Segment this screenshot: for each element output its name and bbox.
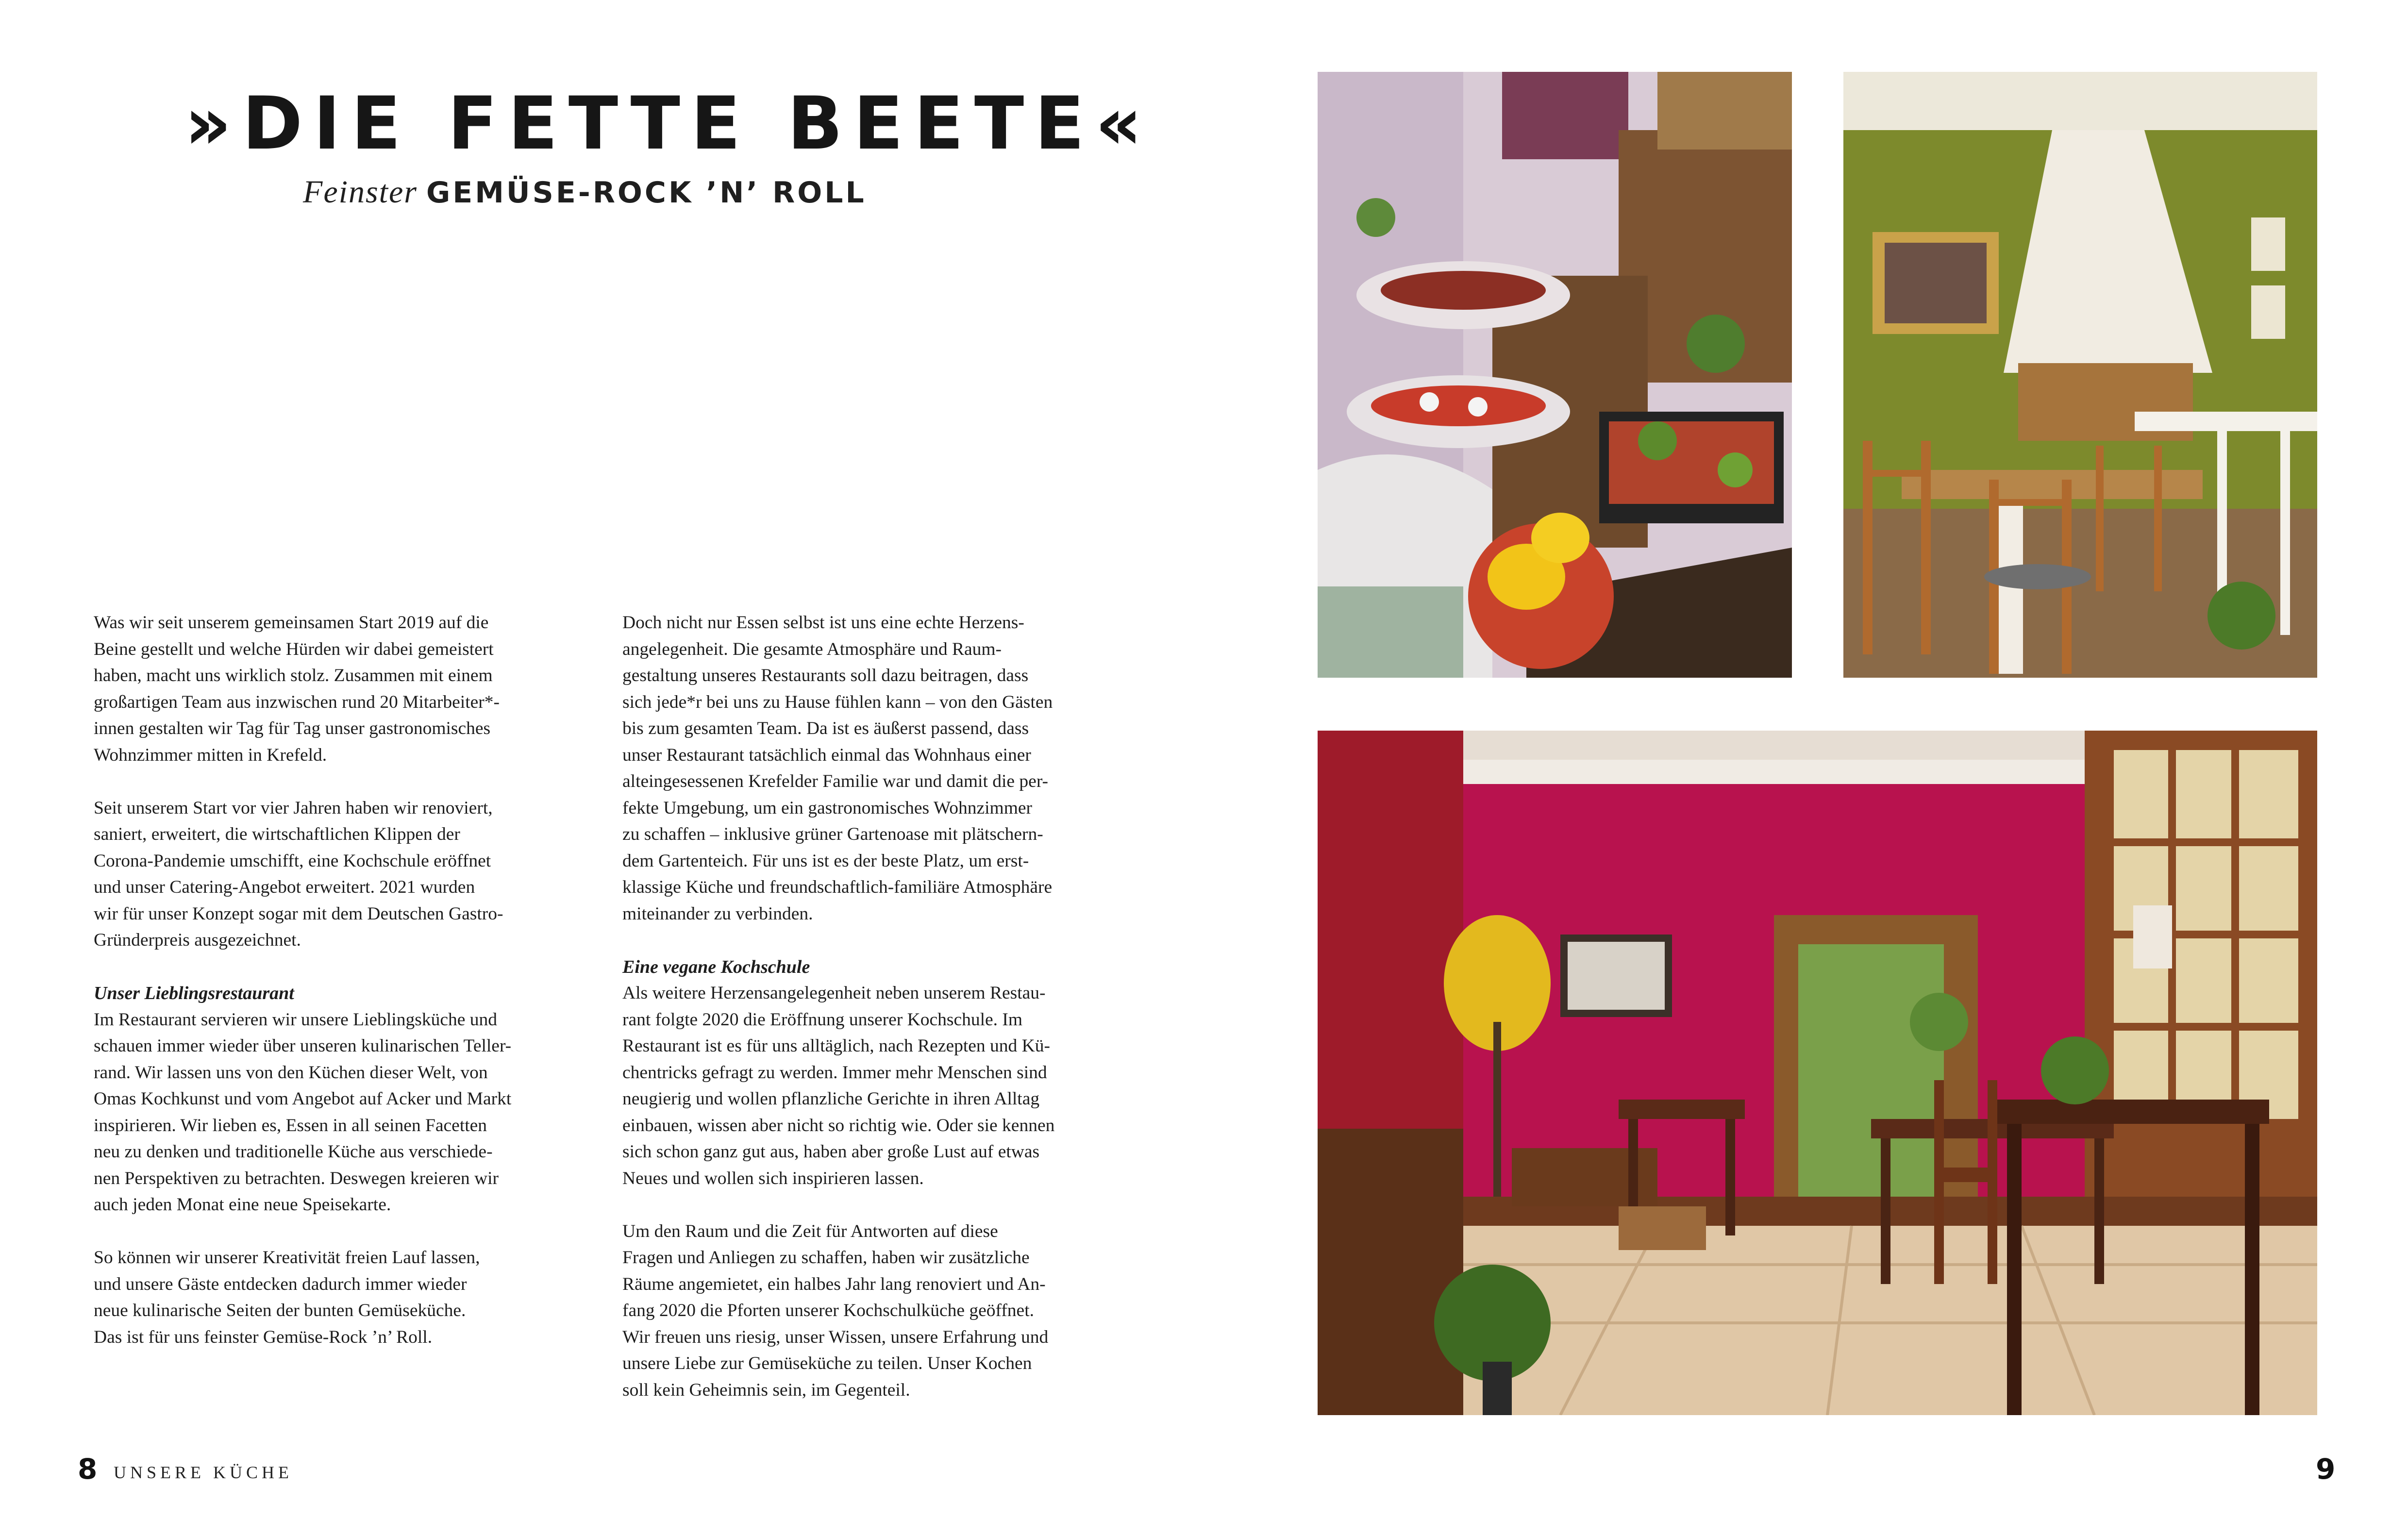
section-heading: Unser Lieblingsrestaurant <box>94 983 294 1003</box>
paragraph: Seit unserem Start vor vier Jahren haben wir renoviert, saniert, erweitert, die wirtschaftlichen Klippen der Corona-Pandemie umschifft, eine Kochschule eröffnet und unser Catering-Angebot erweitert. 2021 wurden wir für unser Konzept sogar mit dem Deutschen Gastro- Gründerpreis ausgezeichnet. <box>94 798 503 950</box>
page-number-right: 9 <box>2316 1452 2336 1486</box>
page-number-left: 8 <box>78 1452 98 1486</box>
paragraph: Im Restaurant servieren wir unsere Lieblingsküche und schauen immer wieder über unseren kulinarischen Teller- rand. Wir lassen uns von den Küchen dieser Welt, von Omas Kochkunst und vom Angebot auf Acker und Markt inspirieren. Wir lieben es, Essen in all seinen Facetten neu zu denken und traditionelle Küche aus verschiede- nen Perspektiven zu betrachten. Deswegen kreieren wir auch jeden Monat eine neue Speisekarte. <box>94 1009 512 1215</box>
paragraph: Um den Raum und die Zeit für Antworten auf diese Fragen und Anliegen zu schaffen, haben wir zusätzliche Räume angemietet, ein halbes Jahr lang renoviert und An- fang 2020 die Pforten unserer Kochschulküche geöffnet. Wir freuen uns riesig, unser Wissen, unsere Erfahrung und unsere Liebe zur Gemüseküche zu teilen. Unser Kochen soll kein Geheimnis sein, im Gegenteil. <box>622 1221 1049 1400</box>
green-dining-room-photo <box>1843 72 2317 678</box>
section-heading: Eine vegane Kochschule <box>622 956 810 977</box>
paragraph: So können wir unserer Kreativität freien Lauf lassen, und unsere Gäste entdecken dadurch immer wieder neue kulinarische Seiten der bunten Gemüseküche. Das ist für uns feinster Gemüse-Rock ’n’ Roll. <box>94 1248 480 1347</box>
section-label: UNSERE KÜCHE <box>114 1463 293 1482</box>
text-column-left <box>94 610 584 1377</box>
paragraph: Als weitere Herzensangelegenheit neben unserem Restau- rant folgte 2020 die Eröffnung unserer Kochschule. Im Restaurant ist es für uns alltäglich, nach Rezepten und Kü- chentricks gefragt zu werden. Immer mehr Menschen sind neugierig und wollen pflanzliche Gerichte in ihren Alltag einbauen, wissen aber nicht so richtig wie. Oder sie kennen sich schon ganz gut aus, haben aber große Lust auf etwas Neues und wollen sich inspirieren lassen. <box>622 983 1055 1188</box>
magenta-restaurant-photo <box>1318 731 2317 1415</box>
buffet-photo <box>1318 72 1792 678</box>
subtitle-italic: Feinster <box>303 174 418 210</box>
page-subtitle <box>303 174 867 211</box>
paragraph: Doch nicht nur Essen selbst ist uns eine echte Herzens- angelegenheit. Die gesamte Atmosphäre und Raum- gestaltung unseres Restaurants soll dazu beitragen, dass sich jede*r bei uns zu Hause fühlen kann – von den Gästen bis zum gesamten Team. Da ist es äußerst passend, dass unser Restaurant tatsächlich einmal das Wohnhaus einer alteingesessenen Krefelder Familie war und damit die per- fekte Umgebung, um ein gastronomisches Wohnzimmer zu schaffen – inklusive grüner Gartenoase mit plätschern- dem Gartenteich. Für uns ist es der beste Platz, um erst- klassige Küche und freundschaftlich-familiäre Atmosphäre miteinander zu verbinden. <box>622 613 1053 924</box>
paragraph: Was wir seit unserem gemeinsamen Start 2019 auf die Beine gestellt und welche Hürden wir dabei gemeistert haben, macht uns wirklich stolz. Zusammen mit einem großartigen Team aus inzwischen rund 20 Mitarbeiter*- innen gestalten wir Tag für Tag unser gastronomisches Wohnzimmer mitten in Krefeld. <box>94 613 500 765</box>
text-column-right <box>622 610 1113 1430</box>
subtitle-caps: GEMÜSE-ROCK ’N’ ROLL <box>426 176 867 210</box>
page-title: »DIE FETTE BEETE« <box>184 82 1153 166</box>
